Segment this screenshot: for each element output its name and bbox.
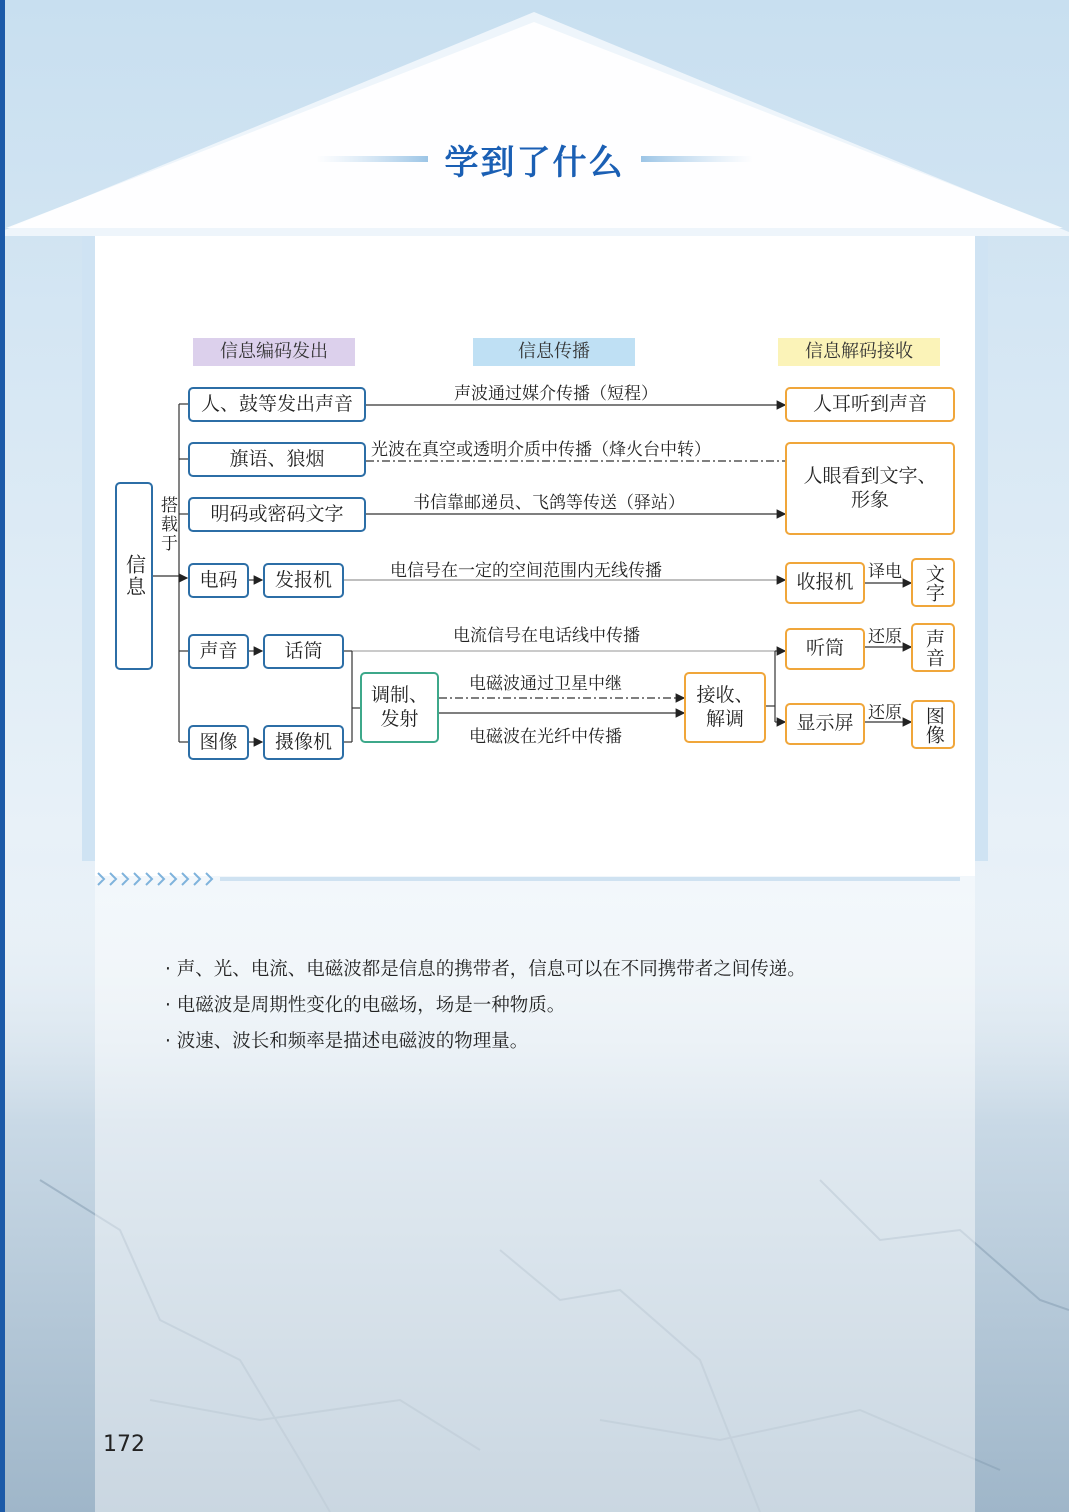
output-image: 图像 xyxy=(911,700,955,749)
summary-list xyxy=(165,952,806,1060)
translate-label: 译电 xyxy=(868,562,902,582)
channel-satellite: 电磁波通过卫星中继 xyxy=(469,674,622,694)
output-text: 文字 xyxy=(911,558,955,607)
page-number: 172 xyxy=(103,1432,145,1457)
output-sound: 声音 xyxy=(911,623,955,672)
summary-item: · 电磁波是周期性变化的电磁场，场是一种物质。 xyxy=(165,995,566,1016)
restore-label-2: 还原 xyxy=(868,703,902,723)
relay-modulate-box: 调制、发射 xyxy=(360,672,439,743)
source-camera: 摄像机 xyxy=(263,725,344,760)
header-encode: 信息编码发出 xyxy=(193,338,355,366)
channel-fiber: 电磁波在光纤中传播 xyxy=(469,727,622,747)
receiver-ear: 人耳听到声音 xyxy=(785,387,955,422)
source-voice: 人、鼓等发出声音 xyxy=(188,387,366,422)
channel-wire: 电流信号在电话线中传播 xyxy=(453,626,640,646)
header-decode: 信息解码接收 xyxy=(778,338,940,366)
page-title: 学到了什么 xyxy=(444,143,625,183)
header-transmit: 信息传播 xyxy=(473,338,635,366)
channel-mail: 书信靠邮递员、飞鸽等传送（驿站） xyxy=(413,493,685,513)
source-sound: 声音 xyxy=(188,634,249,669)
source-code: 电码 xyxy=(188,563,249,598)
summary-item: · 声、光、电流、电磁波都是信息的携带者，信息可以在不同携带者之间传递。 xyxy=(165,959,806,980)
channel-light-wave: 光波在真空或透明介质中传播（烽火台中转） xyxy=(371,440,711,460)
receiver-earpiece: 听筒 xyxy=(785,628,865,670)
root-info-box: 信息 xyxy=(115,482,153,670)
source-telegraph: 发报机 xyxy=(263,563,344,598)
source-image: 图像 xyxy=(188,725,249,760)
channel-sound-wave: 声波通过媒介传播（短程） xyxy=(454,384,658,404)
source-mic: 话筒 xyxy=(263,634,344,669)
receiver-eye: 人眼看到文字、形象 xyxy=(785,442,955,535)
summary-item: · 波速、波长和频率是描述电磁波的物理量。 xyxy=(165,1031,529,1052)
receiver-telegraph: 收报机 xyxy=(785,562,865,604)
receiver-screen: 显示屏 xyxy=(785,703,865,745)
restore-label-1: 还原 xyxy=(868,627,902,647)
source-text: 明码或密码文字 xyxy=(188,497,366,532)
carried-by-label: 搭载于 xyxy=(157,496,177,553)
channel-radio: 电信号在一定的空间范围内无线传播 xyxy=(390,561,662,581)
demodulate-box: 接收、解调 xyxy=(684,672,766,743)
source-flags: 旗语、狼烟 xyxy=(188,442,366,477)
